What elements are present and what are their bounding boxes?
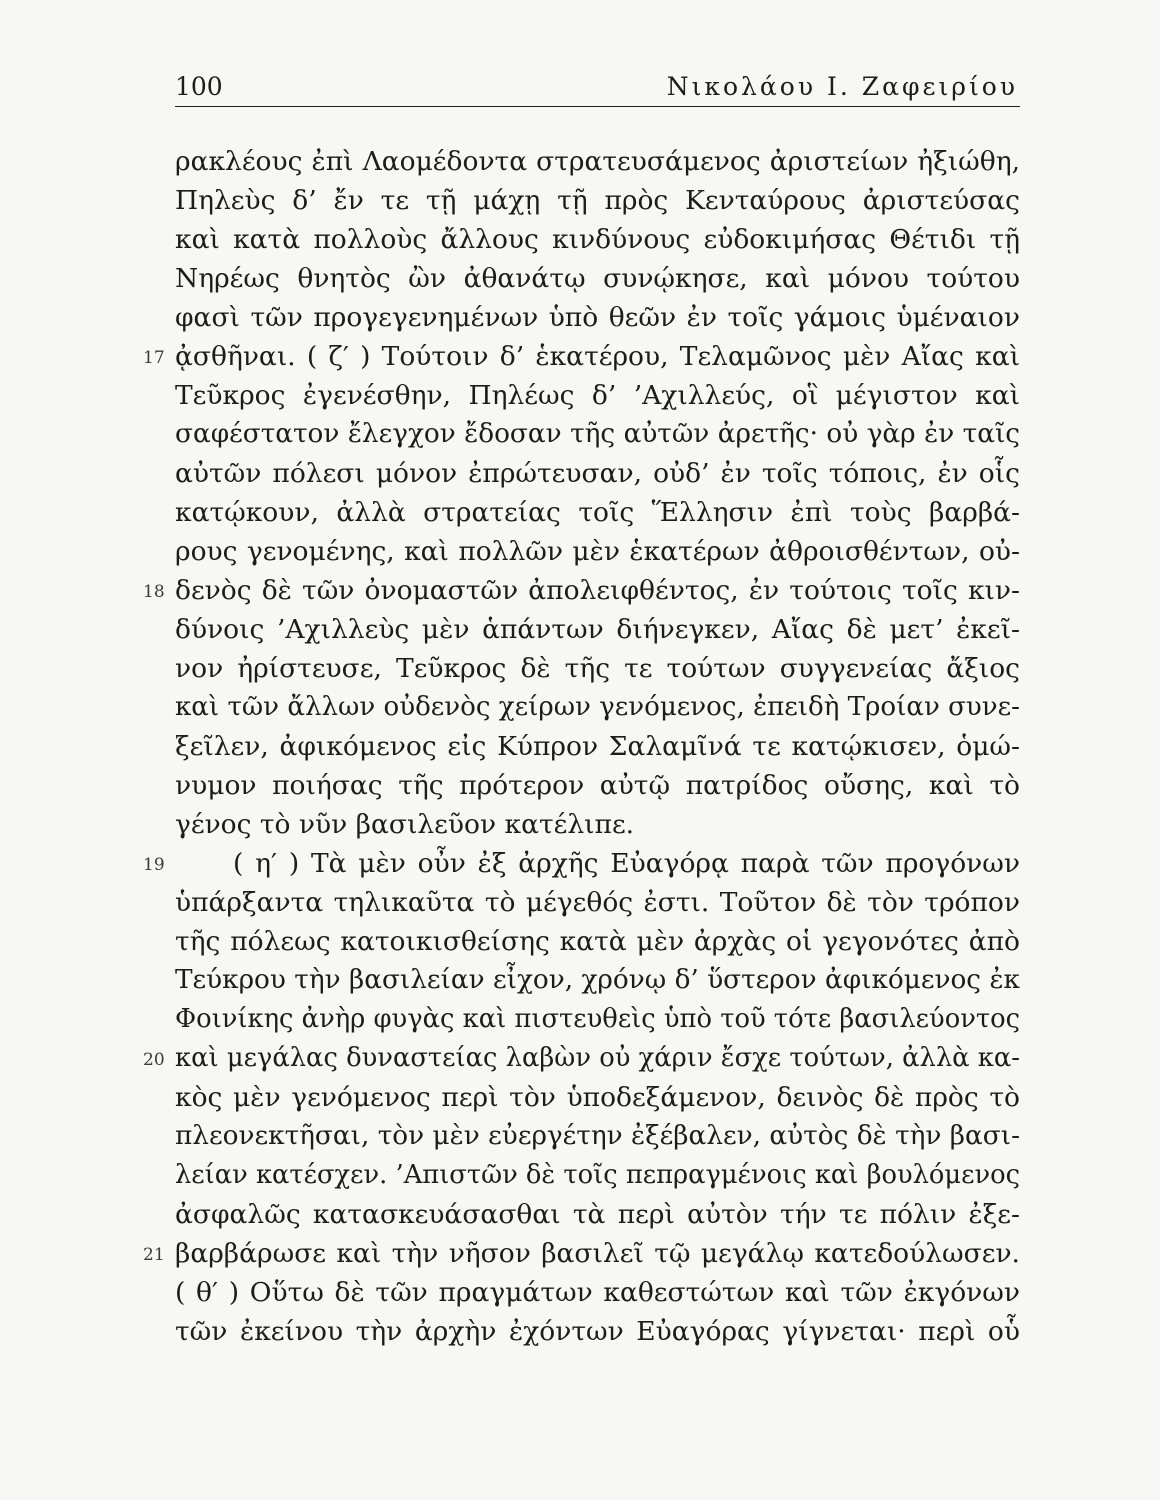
line-text: ( η′ ) Τὰ μὲν οὖν ἐξ ἀρχῆς Εὐαγόρᾳ παρὰ τῶν προγόνων	[233, 848, 1020, 879]
text-line: νυμον ποιήσας τῆς πρότερον αὐτῷ πατρίδος οὔσης, καὶ τὸ	[175, 770, 1020, 801]
text-line: Τεύκρου τὴν βασιλείαν εἶχον, χρόνῳ δ’ ὕστερον ἀφικόμενος ἐκ	[175, 965, 1020, 995]
margin-number: 21	[143, 1245, 165, 1265]
text-line: γένος τὸ νῦν βασιλεῦον κατέλιπε.	[175, 809, 635, 840]
text-line: Τεῦκρος ἐγενέσθην, Πηλέως δ’ ’Αχιλλεύς, οἳ μέγιστον καὶ	[175, 380, 1020, 411]
page-number: 100	[175, 72, 223, 101]
running-head: Νικολάου Ι. Ζαφειρίου	[666, 72, 1018, 101]
text-line: Πηλεὺς δ’ ἔν τε τῇ μάχῃ τῇ πρὸς Κενταύρους ἀριστεύσας	[175, 185, 1020, 216]
text-line	[143, 1234, 1020, 1273]
line-text: δενὸς δὲ τῶν ὀνομαστῶν ἀπολειφθέντος, ἐν τούτοις τοῖς κιν-	[175, 575, 1020, 606]
text-line: ὑπάρξαντα τηλικαῦτα τὸ μέγεθός ἐστι. Τοῦτον δὲ τὸν τρόπον	[175, 887, 1020, 918]
text-line: λείαν κατέσχεν. ’Απιστῶν δὲ τοῖς πεπραγμένοις καὶ βουλόμενος	[175, 1160, 1020, 1190]
page-header	[175, 72, 1020, 104]
line-text: βαρβάρωσε καὶ τὴν νῆσον βασιλεῖ τῷ μεγάλῳ κατεδούλωσεν.	[175, 1238, 1020, 1269]
text-line: δύνοις ’Αχιλλεὺς μὲν ἁπάντων διήνεγκεν, Αἴας δὲ μετ’ ἐκεῖ-	[175, 614, 1020, 645]
text-line: κατῴκουν, ἀλλὰ στρατείας τοῖς Ἕλλησιν ἐπὶ τοὺς βαρβά-	[175, 497, 1020, 528]
text-line: πλεονεκτῆσαι, τὸν μὲν εὐεργέτην ἐξέβαλεν, αὐτὸς δὲ τὴν βασι-	[175, 1121, 1020, 1151]
text-line: ξεῖλεν, ἀφικόμενος εἰς Κύπρον Σαλαμῖνά τε κατῴκισεν, ὁμώ-	[175, 731, 1020, 762]
text-line	[143, 844, 1020, 883]
margin-number: 17	[143, 348, 165, 368]
text-line: κὸς μὲν γενόμενος περὶ τὸν ὑποδεξάμενον, δεινὸς δὲ πρὸς τὸ	[175, 1082, 1020, 1113]
text-line	[143, 571, 1020, 610]
line-text: ᾀσθῆναι. ( ζ′ ) Τούτοιν δ’ ἑκατέρου, Τελαμῶνος μὲν Αἴας καὶ	[175, 341, 1020, 372]
text-line: φασὶ τῶν προγεγενημένων ὑπὸ θεῶν ἐν τοῖς γάμοις ὑμέναιον	[175, 302, 1020, 333]
body-text	[143, 142, 1021, 1351]
text-line: τῆς πόλεως κατοικισθείσης κατὰ μὲν ἀρχὰς οἱ γεγονότες ἀπὸ	[175, 926, 1020, 957]
header-rule	[175, 106, 1020, 107]
text-line: καὶ κατὰ πολλοὺς ἄλλους κινδύνους εὐδοκιμήσας Θέτιδι τῇ	[175, 224, 1020, 255]
text-line: καὶ τῶν ἄλλων οὐδενὸς χείρων γενόμενος, ἐπειδὴ Τροίαν συνε-	[175, 692, 1020, 722]
text-line: ἀσφαλῶς κατασκευάσασθαι τὰ περὶ αὐτὸν τήν τε πόλιν ἐξε-	[175, 1199, 1020, 1230]
text-line: Φοινίκης ἀνὴρ φυγὰς καὶ πιστευθεὶς ὑπὸ τοῦ τότε βασιλεύοντος	[175, 1004, 1021, 1034]
text-line: σαφέστατον ἔλεγχον ἔδοσαν τῆς αὐτῶν ἀρετῆς· οὐ γὰρ ἐν ταῖς	[175, 419, 1020, 449]
text-line: ρους γενομένης, καὶ πολλῶν μὲν ἑκατέρων ἀθροισθέντων, οὐ-	[175, 536, 1020, 567]
text-line: τῶν ἐκείνου τὴν ἀρχὴν ἐχόντων Εὐαγόρας γίγνεται· περὶ οὗ	[175, 1316, 1020, 1347]
margin-number: 19	[143, 855, 165, 875]
text-line: νον ἠρίστευσε, Τεῦκρος δὲ τῆς τε τούτων συγγενείας ἄξιος	[175, 653, 1020, 684]
line-text: καὶ μεγάλας δυναστείας λαβὼν οὐ χάριν ἔσχε τούτων, ἀλλὰ κα-	[175, 1043, 1020, 1073]
text-line: αὐτῶν πόλεσι μόνον ἐπρώτευσαν, οὐδ’ ἐν τοῖς τόποις, ἐν οἷς	[175, 458, 1020, 489]
margin-number: 18	[143, 582, 165, 602]
text-line	[143, 337, 1020, 376]
text-line: ( θ′ ) Οὕτω δὲ τῶν πραγμάτων καθεστώτων καὶ τῶν ἐκγόνων	[175, 1277, 1020, 1308]
margin-number: 20	[143, 1050, 165, 1070]
text-line: ρακλέους ἐπὶ Λαομέδοντα στρατευσάμενος ἀριστείων ἠξιώθη,	[175, 146, 1020, 177]
text-line: Νηρέως θνητὸς ὢν ἀθανάτῳ συνῴκησε, καὶ μόνου τούτου	[175, 263, 1020, 294]
text-line	[143, 1039, 1020, 1078]
